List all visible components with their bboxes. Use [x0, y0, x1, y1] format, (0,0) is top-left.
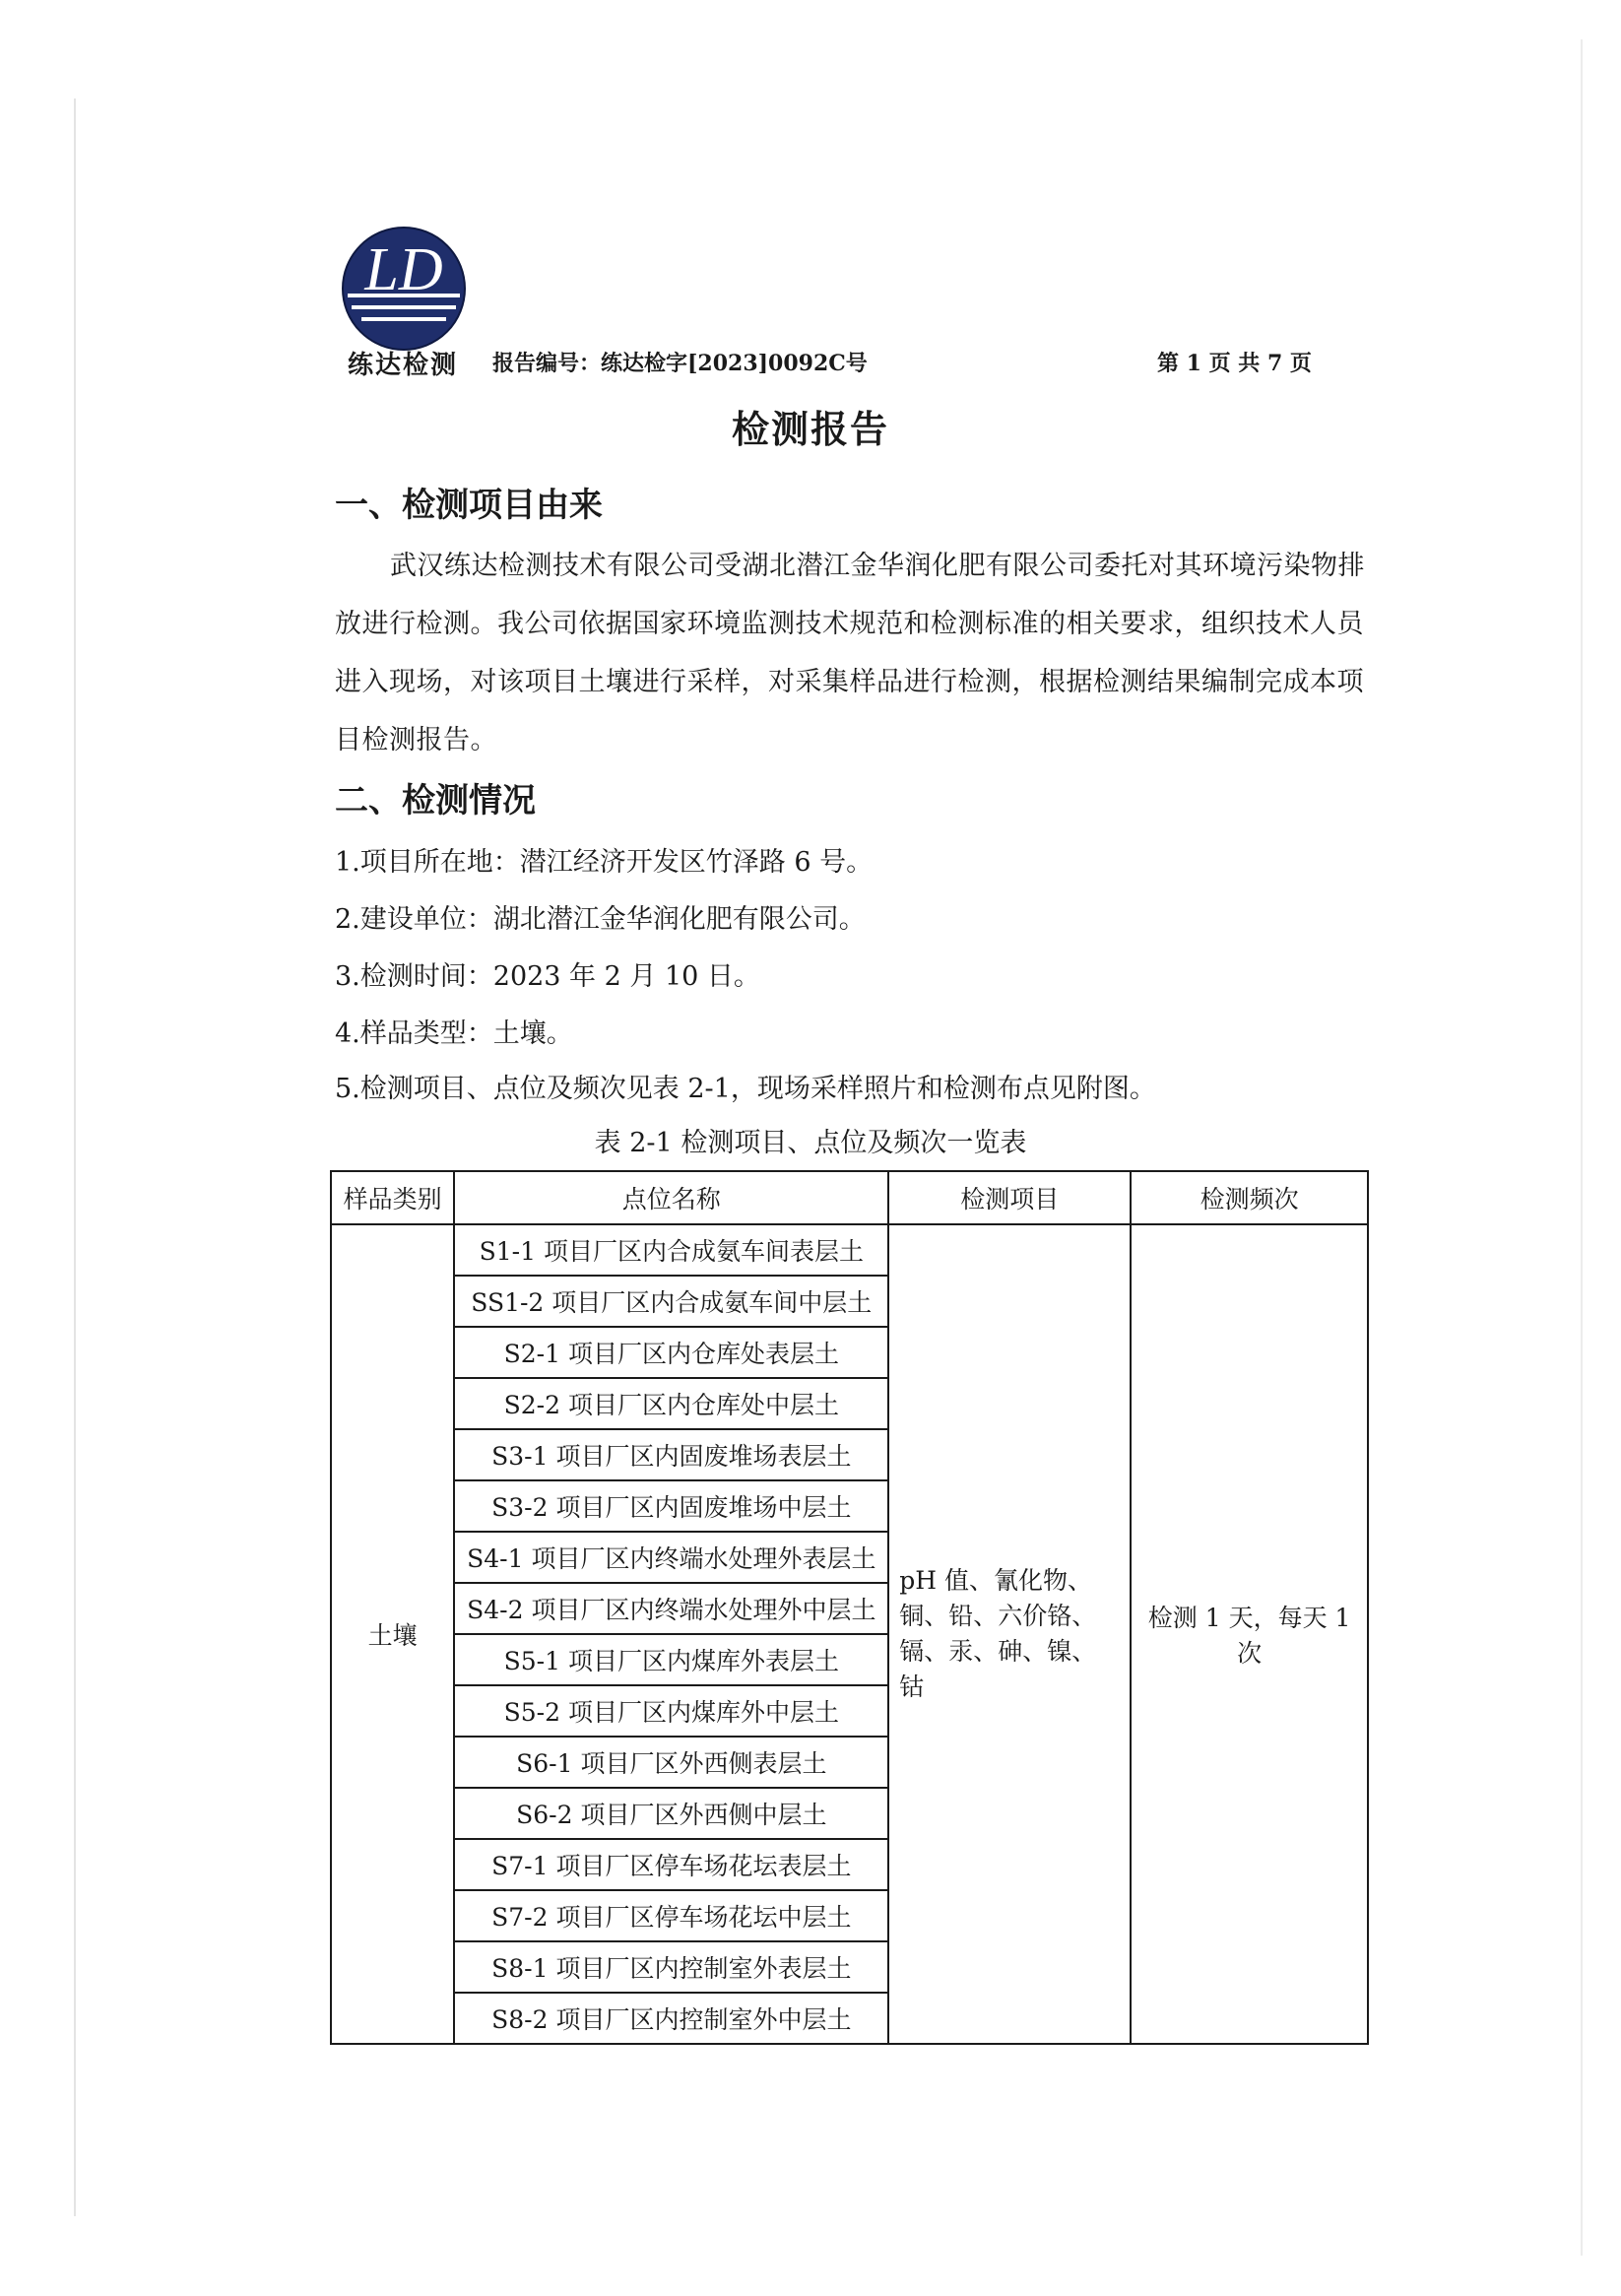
header-test-items: 检测项目 [888, 1171, 1131, 1224]
point-name-cell: S2-2 项目厂区内仓库处中层土 [454, 1378, 888, 1429]
point-name-cell: S8-1 项目厂区内控制室外表层土 [454, 1941, 888, 1993]
point-name-cell: S7-1 项目厂区停车场花坛表层土 [454, 1839, 888, 1890]
section-heading-origin: 一、检测项目由来 [335, 486, 603, 525]
info-item-date: 3.检测时间：2023 年 2 月 10 日。 [335, 961, 760, 992]
document-title: 检测报告 [731, 407, 889, 451]
point-name-cell: SS1-2 项目厂区内合成氨车间中层土 [454, 1276, 888, 1327]
point-name-cell: S5-1 项目厂区内煤库外表层土 [454, 1634, 888, 1685]
point-name-cell: S3-2 项目厂区内固废堆场中层土 [454, 1480, 888, 1532]
table-body [331, 1224, 1368, 2044]
table-row [331, 1224, 1368, 1276]
info-item-location: 1.项目所在地：潜江经济开发区竹泽路 6 号。 [335, 847, 874, 878]
header-sample-category: 样品类别 [331, 1171, 454, 1224]
point-name-cell: S1-1 项目厂区内合成氨车间表层土 [454, 1224, 888, 1276]
info-item-builder: 2.建设单位：湖北潜江金华润化肥有限公司。 [335, 904, 866, 935]
company-logo-icon [340, 225, 468, 353]
section-paragraph-origin: 武汉练达检测技术有限公司受湖北潜江金华润化肥有限公司委托对其环境污染物排放进行检测。我公司依据国家环境监测技术规范和检测标准的相关要求，组织技术人员进入现场，对该项目土壤进行采样，对采集样品进行检测，根据检测结果编制完成本项目检测报告。 [335, 551, 1365, 755]
info-item-test-scope: 5.检测项目、点位及频次见表 2-1，现场采样照片和检测布点见附图。 [335, 1074, 1156, 1104]
point-name-cell: S7-2 项目厂区停车场花坛中层土 [454, 1890, 888, 1941]
header-frequency: 检测频次 [1131, 1171, 1368, 1224]
logo-caption: 练达检测 [347, 351, 458, 380]
frequency-cell: 检测 1 天，每天 1 次 [1131, 1224, 1368, 2044]
point-name-cell: S2-1 项目厂区内仓库处表层土 [454, 1327, 888, 1378]
point-name-cell: S6-2 项目厂区外西侧中层土 [454, 1788, 888, 1839]
point-name-cell: S3-1 项目厂区内固废堆场表层土 [454, 1429, 888, 1480]
logo-letters: LD [364, 236, 443, 303]
header-point-name: 点位名称 [454, 1171, 888, 1224]
page-number: 第 1 页 共 7 页 [1157, 351, 1312, 376]
test-items-table [330, 1170, 1369, 2045]
point-name-cell: S6-1 项目厂区外西侧表层土 [454, 1737, 888, 1788]
test-items-cell: pH 值、氰化物、铜、铅、六价铬、镉、汞、砷、镍、钴 [888, 1224, 1131, 2044]
point-name-cell: S5-2 项目厂区内煤库外中层土 [454, 1685, 888, 1737]
point-name-cell: S8-2 项目厂区内控制室外中层土 [454, 1993, 888, 2044]
point-name-cell: S4-1 项目厂区内终端水处理外表层土 [454, 1532, 888, 1583]
table-caption: 表 2-1 检测项目、点位及频次一览表 [594, 1128, 1027, 1158]
info-item-sample-type: 4.样品类型：土壤。 [335, 1018, 573, 1049]
point-name-cell: S4-2 项目厂区内终端水处理外中层土 [454, 1583, 888, 1634]
sample-category-cell: 土壤 [331, 1224, 454, 2044]
table-header-row [331, 1171, 1368, 1224]
section-heading-status: 二、检测情况 [335, 781, 536, 820]
report-number: 报告编号：练达检字[2023]0092C号 [492, 351, 868, 376]
